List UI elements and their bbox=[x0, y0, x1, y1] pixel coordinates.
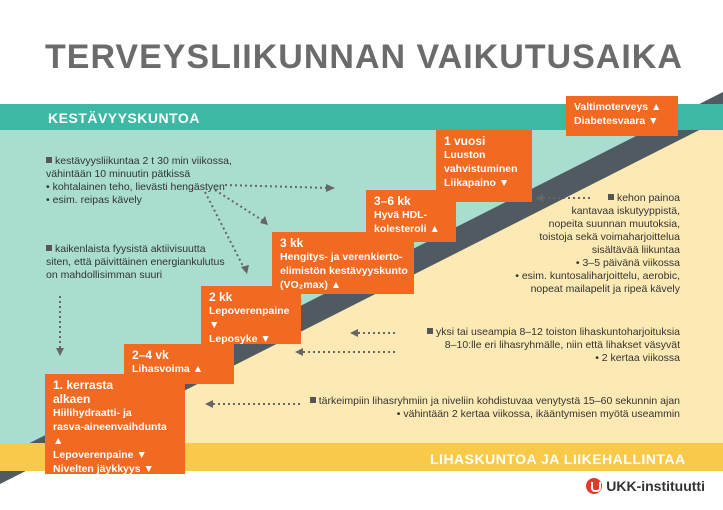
square-bullet-icon bbox=[427, 328, 433, 334]
note-line: 8–10:lle eri lihasryhmälle, niin että lihakset väsyvät bbox=[444, 339, 680, 351]
endurance-band-label: KESTÄVYYSKUNTOA bbox=[48, 110, 200, 126]
note-endurance-training bbox=[46, 155, 256, 207]
step-2-months bbox=[201, 286, 301, 344]
ukk-logo-icon bbox=[586, 478, 602, 494]
step-line: kolesteroli ▲ bbox=[374, 223, 440, 235]
note-line: siten, että päivittäinen energiankulutus bbox=[46, 256, 225, 268]
square-bullet-icon bbox=[46, 245, 52, 251]
step-line: elimistön kestävyyskunto bbox=[280, 265, 408, 277]
step-line: Lihasvoima ▲ bbox=[132, 363, 204, 375]
note-line: • 2 kertaa viikossa bbox=[595, 352, 680, 364]
step-line: Diabetesvaara ▼ bbox=[574, 115, 659, 127]
note-line: • vähintään 2 kertaa viikossa, ikääntymisen myötä useammin bbox=[396, 408, 680, 420]
step-long-term bbox=[566, 96, 678, 136]
note-line: kehon painoa bbox=[616, 192, 680, 204]
step-line: Leposyke ▼ bbox=[209, 333, 271, 345]
note-line: • kohtalainen teho, lievästi hengästyen bbox=[46, 181, 225, 193]
step-line: Hengitys- ja verenkierto- bbox=[280, 251, 403, 263]
step-line: vahvistuminen bbox=[444, 163, 518, 175]
step-line: rasva-aineenvaihdunta ▲ bbox=[53, 421, 167, 447]
note-line: kestävyysliikuntaa 2 t 30 min viikossa, bbox=[55, 155, 232, 167]
page-title: TERVEYSLIIKUNNAN VAIKUTUSAIKA bbox=[45, 38, 683, 76]
ukk-logo bbox=[586, 478, 705, 494]
step-line: Luuston bbox=[444, 149, 486, 161]
note-line: kaikenlaista fyysistä aktiivisuutta bbox=[55, 243, 206, 255]
step-line: Lepoverenpaine ▼ bbox=[209, 305, 290, 331]
note-line: vähintään 10 minuutin pätkissä bbox=[46, 168, 191, 180]
square-bullet-icon bbox=[310, 397, 316, 403]
note-line: sisältävää liikuntaa bbox=[591, 244, 680, 256]
logo-text: UKK-instituutti bbox=[606, 478, 705, 494]
note-line: kantavaa iskutyyppistä, bbox=[571, 205, 680, 217]
muscle-band-label: LIHASKUNTOA JA LIIKEHALLINTAA bbox=[430, 451, 686, 467]
note-line: nopeat mailapelit ja ripeä kävely bbox=[530, 283, 680, 295]
step-2-4-weeks bbox=[124, 344, 234, 384]
step-line: Hyvä HDL- bbox=[374, 209, 428, 221]
note-line: tärkeimpiin lihasryhmiin ja niveliin kohdistuvaa venytystä 15–60 sekunnin ajan bbox=[318, 395, 680, 407]
step-line: Valtimoterveys ▲ bbox=[574, 101, 662, 113]
note-strength-training bbox=[398, 326, 680, 365]
note-line: • esim. reipas kävely bbox=[46, 194, 142, 206]
square-bullet-icon bbox=[46, 157, 52, 163]
note-line: yksi tai useampia 8–12 toiston lihaskuntoharjoituksia bbox=[436, 326, 680, 338]
step-head: 2–4 vk bbox=[132, 348, 169, 362]
note-daily-activity bbox=[46, 243, 266, 282]
note-line: nopeita suunnan muutoksia, bbox=[548, 218, 680, 230]
step-line: Liikapaino ▼ bbox=[444, 177, 510, 189]
step-line: Lepoverenpaine ▼ bbox=[53, 449, 147, 461]
step-head: 1. kerrasta bbox=[53, 378, 114, 392]
note-line: toistoja sekä voimaharjoittelua bbox=[539, 231, 680, 243]
step-head: 2 kk bbox=[209, 290, 233, 304]
note-bone-training bbox=[480, 192, 680, 296]
step-first-session bbox=[45, 374, 185, 474]
step-head: 3 kk bbox=[280, 236, 304, 250]
step-line: (VO₂max) ▲ bbox=[280, 279, 342, 291]
step-line: Nivelten jäykkyys ▼ bbox=[53, 463, 154, 475]
step-head: alkaen bbox=[53, 392, 91, 406]
step-head: 3–6 kk bbox=[374, 194, 411, 208]
square-bullet-icon bbox=[608, 194, 614, 200]
step-head: 1 vuosi bbox=[444, 134, 486, 148]
note-line: on mahdollisimman suuri bbox=[46, 269, 163, 281]
note-line: • 3–5 päivänä viikossa bbox=[575, 257, 680, 269]
note-line: • esim. kuntosaliharjoittelu, aerobic, bbox=[515, 270, 680, 282]
note-stretching bbox=[300, 395, 680, 421]
step-line: Hiilihydraatti- ja bbox=[53, 407, 132, 419]
